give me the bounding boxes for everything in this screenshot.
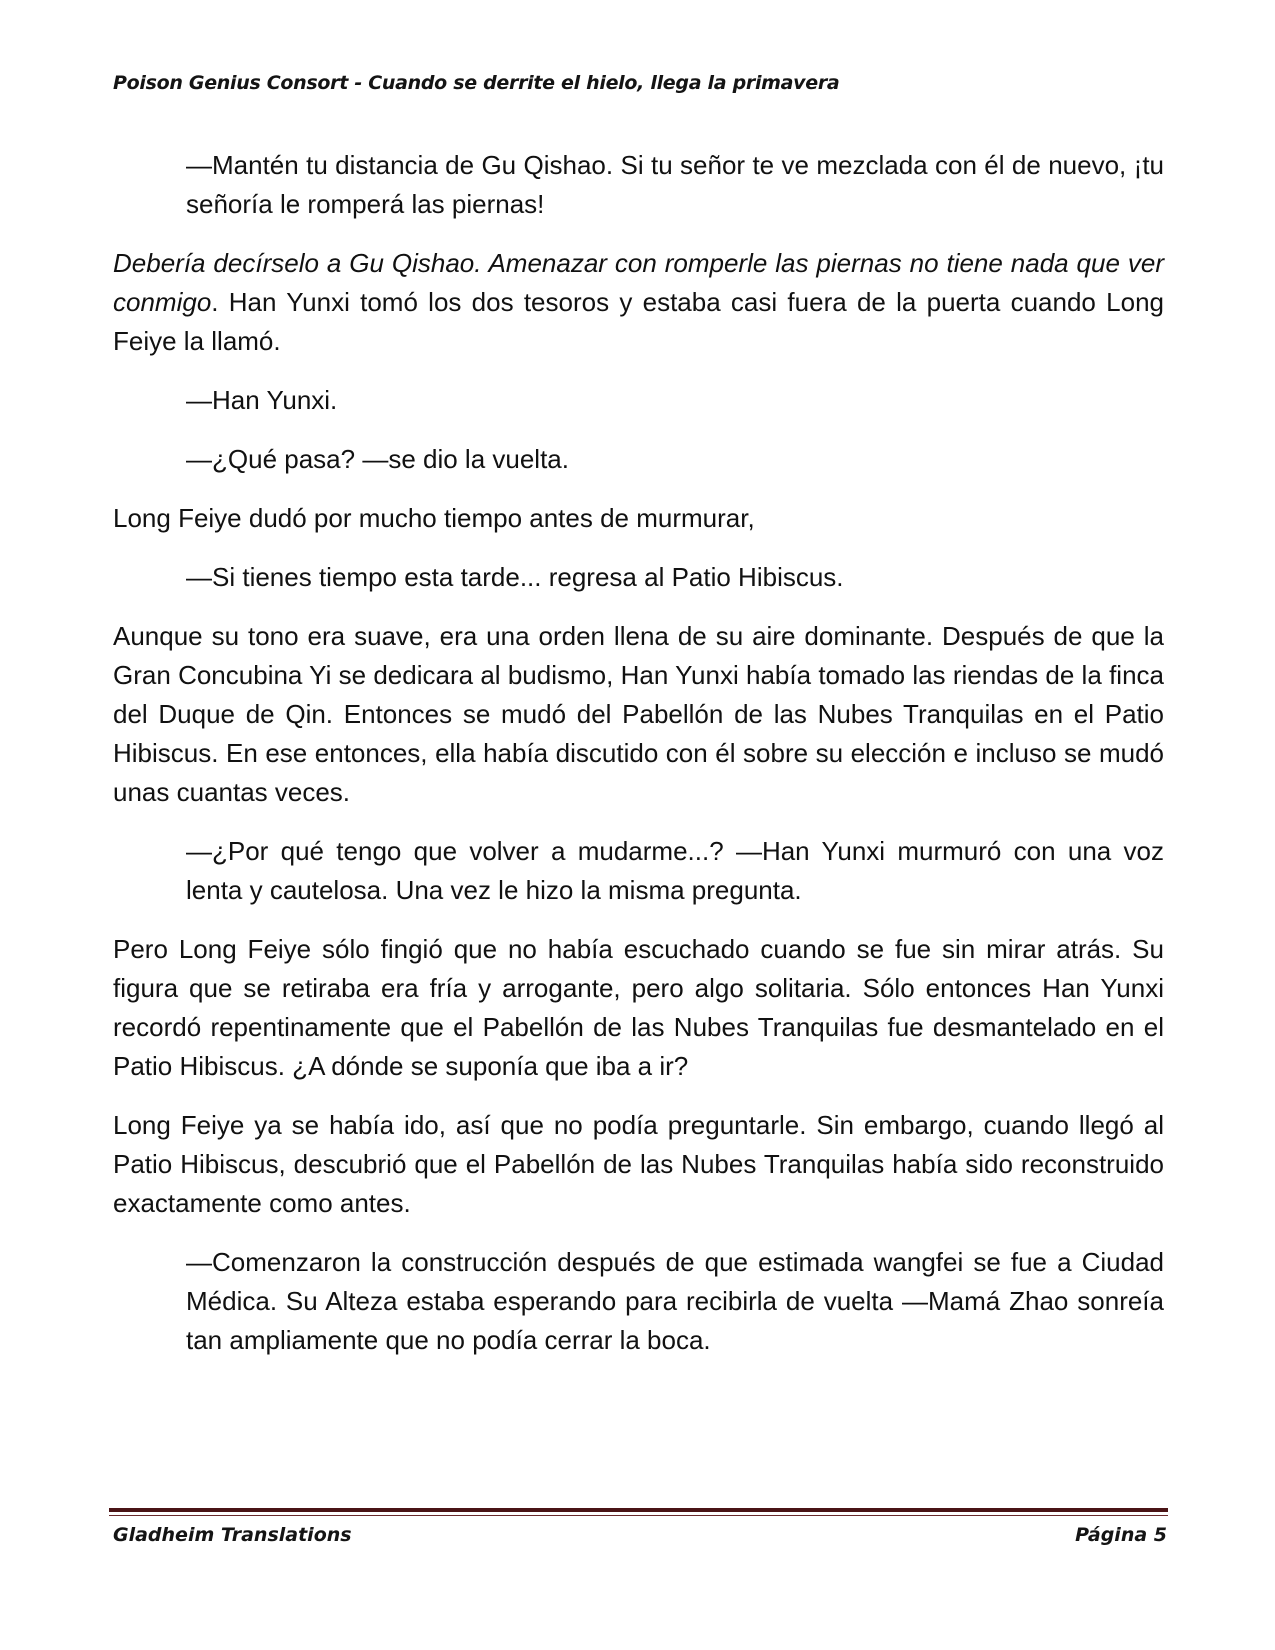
- paragraph-4: —¿Qué pasa? —se dio la vuelta.: [186, 444, 569, 474]
- paragraph-10: Long Feiye ya se había ido, así que no podía preguntarle. Sin embargo, cuando llegó al Patio Hibiscus, descubrió que el Pabellón de las Nubes Tranquilas había sido reconstruido exactamente como antes.: [113, 1110, 1164, 1218]
- paragraph-8: —¿Por qué tengo que volver a mudarme...? —Han Yunxi murmuró con una voz lenta y cautelosa. Una vez le hizo la misma pregunta.: [186, 836, 1164, 905]
- paragraph-9: Pero Long Feiye sólo fingió que no había escuchado cuando se fue sin mirar atrás. Su figura que se retiraba era fría y arrogante, pero algo solitaria. Sólo entonces Han Yunxi recordó repentinamente que el Pabellón de las Nubes Tranquilas fue desmantelado en el Patio Hibiscus. ¿A dónde se suponía que iba a ir?: [113, 934, 1164, 1081]
- paragraph-3: —Han Yunxi.: [186, 385, 338, 415]
- paragraph-11: —Comenzaron la construcción después de que estimada wangfei se fue a Ciudad Médica. Su Alteza estaba esperando para recibirla de vuelta —Mamá Zhao sonreía tan ampliamente que no podía cerrar la boca.: [186, 1247, 1164, 1355]
- paragraph-7: Aunque su tono era suave, era una orden llena de su aire dominante. Después de que la Gran Concubina Yi se dedicara al budismo, Han Yunxi había tomado las riendas de la finca del Duque de Qin. Entonces se mudó del Pabellón de las Nubes Tranquilas en el Patio Hibiscus. En ese entonces, ella había discutido con él sobre su elección e incluso se mudó unas cuantas veces.: [113, 621, 1164, 807]
- paragraph-6: —Si tienes tiempo esta tarde... regresa al Patio Hibiscus.: [186, 562, 844, 592]
- page-body: [113, 146, 1164, 1380]
- footer-page-number: Página 5: [1075, 1524, 1167, 1546]
- running-header: Poison Genius Consort - Cuando se derrite el hielo, llega la primavera: [113, 72, 840, 94]
- footer-publisher: Gladheim Translations: [113, 1524, 352, 1546]
- footer-divider-thin: [109, 1515, 1168, 1516]
- paragraph-5: Long Feiye dudó por mucho tiempo antes de murmurar,: [113, 503, 755, 533]
- paragraph-2-rest: . Han Yunxi tomó los dos tesoros y estaba casi fuera de la puerta cuando Long Feiye la llamó.: [113, 287, 1164, 356]
- footer-divider: [109, 1508, 1168, 1512]
- paragraph-1: —Mantén tu distancia de Gu Qishao. Si tu señor te ve mezclada con él de nuevo, ¡tu señoría le romperá las piernas!: [186, 150, 1164, 219]
- paragraph-2-italic: Debería decírselo a Gu Qishao. Amenazar con romperle las piernas no tiene nada que ver conmigo: [113, 248, 1164, 317]
- paragraph-2: [113, 244, 1164, 361]
